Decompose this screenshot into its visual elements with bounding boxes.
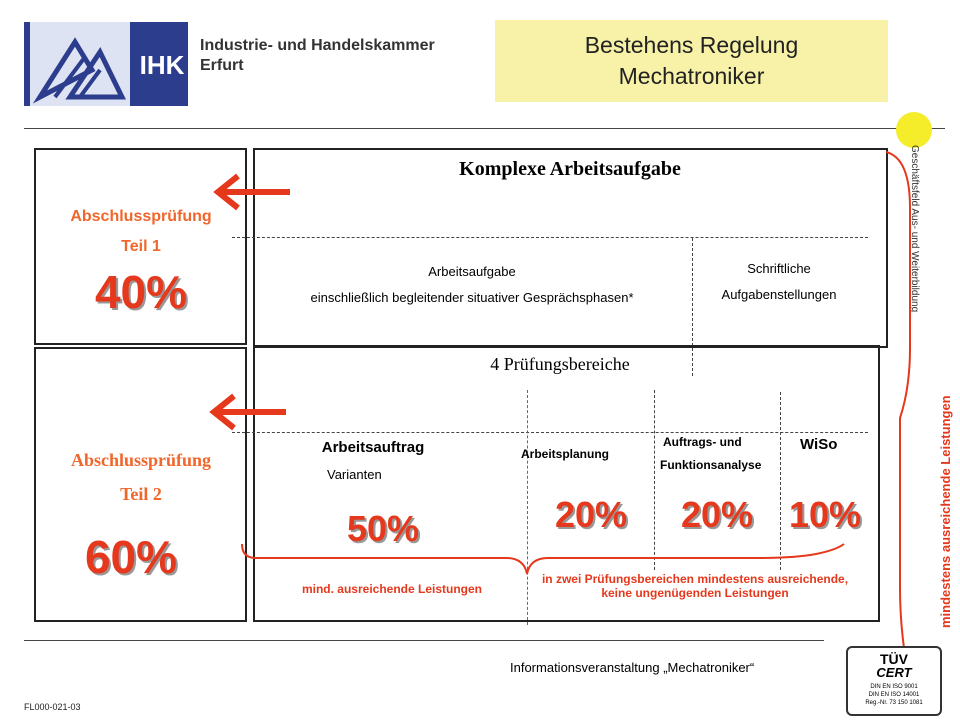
tuev-cert-badge [846,646,942,716]
planning-title: Arbeitsplanung [521,447,610,461]
task-line2: einschließlich begleitender situativer Gesprächsphasen* [310,290,634,305]
part2-label-line2: Teil 2 [120,484,162,504]
part1-percent: 40% [94,266,188,318]
order-title: Arbeitsauftrag [321,439,425,456]
order-sub: Varianten [327,467,382,482]
header-divider [24,128,924,129]
footer-divider [24,640,824,641]
page-title [495,20,888,102]
department-label: Geschäftsfeld Aus- und Weiterbildung [909,145,920,313]
ihk-emblem-icon [30,22,130,106]
organization-name-line2: Erfurt [200,57,244,74]
status-dot [896,112,932,148]
note-right: in zwei Prüfungsbereichen mindestens ausreichende, keine ungenügenden Leistungen [541,572,849,600]
analysis-line2: Funktionsanalyse [660,458,762,472]
analysis-percent: 20% [680,494,754,535]
header-divider-tick [930,128,945,129]
requirement-connector-line [880,148,940,668]
part1-label-line2: Teil 1 [121,238,161,255]
cert-reg: Reg.-Nr. 73 150 1081 [865,700,923,706]
written-line1: Schriftliche [747,261,811,276]
written-line2: Aufgabenstellungen [721,287,837,302]
requirement-vertical-label: mindestens ausreichende Leistungen [938,395,953,628]
cert-brand-line2: CERT [876,665,912,680]
document-code: FL000-021-03 [24,702,81,712]
planning-percent: 20% [554,494,628,535]
cert-norm2: DIN EN ISO 14001 [868,692,920,698]
cert-norm1: DIN EN ISO 9001 [870,684,918,690]
task-line1: Arbeitsaufgabe [428,264,516,279]
part2-percent: 60% [84,531,178,583]
footer-event: Informationsveranstaltung „Mechatroniker“ [510,660,755,675]
wiso-percent: 10% [788,494,862,535]
cert-brand-line1: TÜV [880,651,908,667]
organization-name-line1: Industrie- und Handelskammer [200,37,435,54]
page-title-line2: Mechatroniker [618,63,765,89]
note-left: mind. ausreichende Leistungen [262,582,522,596]
part2-label-line1: Abschlussprüfung [70,450,212,470]
organization-name [200,36,435,76]
arrow-left-icon [208,392,288,432]
wiso-title: WiSo [800,436,838,453]
page-title-line1: Bestehens Regelung [584,32,799,58]
areas-heading: 4 Prüfungsbereiche [455,354,665,375]
ihk-logo-text: IHK [139,49,185,80]
order-percent: 50% [346,508,420,549]
analysis-line1: Auftrags- und [663,435,742,449]
part1-label-line1: Abschlussprüfung [70,208,212,225]
part1-dashed-separator [232,237,868,238]
part2-dashed-separator [232,432,868,433]
part1-heading: Komplexe Arbeitsaufgabe [459,158,681,180]
